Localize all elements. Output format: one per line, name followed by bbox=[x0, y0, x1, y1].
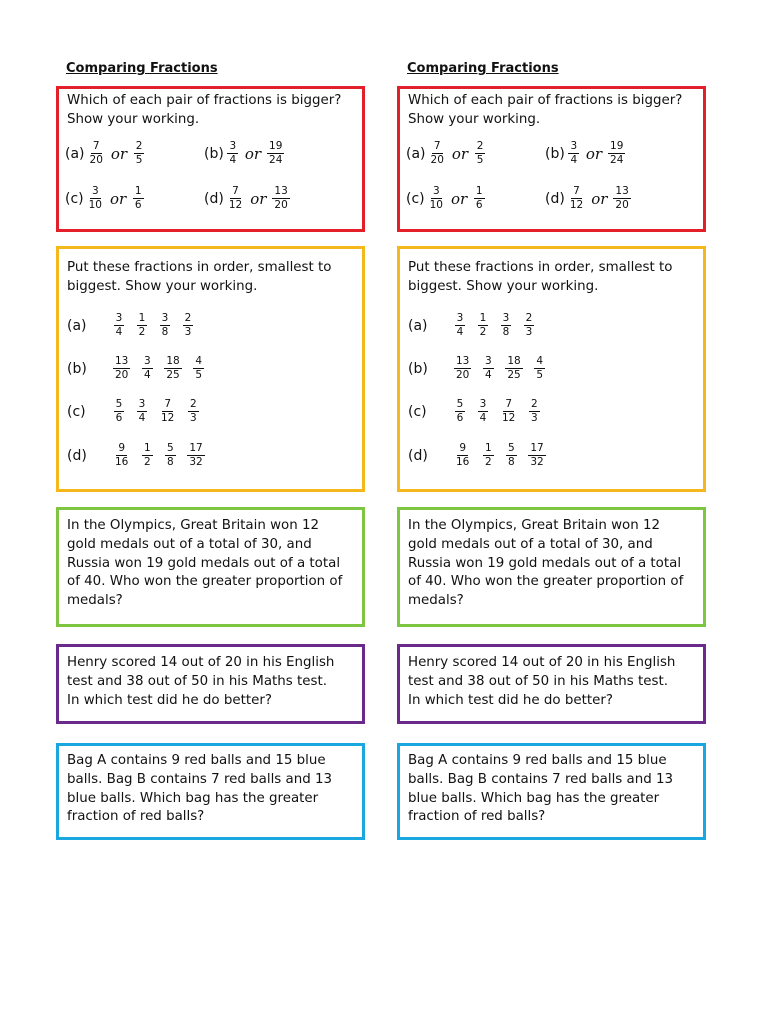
row-label: (a) bbox=[408, 317, 428, 334]
fraction-pair bbox=[65, 141, 145, 166]
text-line: test and 38 out of 50 in his Maths test. bbox=[67, 673, 327, 689]
denominator: 5 bbox=[536, 369, 544, 381]
fraction bbox=[454, 356, 471, 381]
denominator: 5 bbox=[135, 154, 143, 166]
fraction bbox=[227, 186, 244, 211]
fraction bbox=[136, 399, 148, 424]
column-heading: Comparing Fractions bbox=[66, 61, 218, 76]
fraction bbox=[429, 141, 446, 166]
numerator: 4 bbox=[195, 355, 203, 367]
fraction bbox=[474, 141, 486, 166]
or-word: or bbox=[110, 189, 127, 208]
or-word: or bbox=[250, 189, 267, 208]
denominator: 12 bbox=[161, 412, 175, 424]
fraction-pair bbox=[545, 141, 625, 166]
fraction-row bbox=[67, 356, 216, 381]
denominator: 25 bbox=[507, 369, 521, 381]
fraction-pair bbox=[545, 186, 631, 211]
pair-label: (b) bbox=[545, 145, 565, 162]
question-text bbox=[67, 517, 358, 611]
text-line: In the Olympics, Great Britain won 12 bbox=[408, 518, 661, 533]
text-line: blue balls. Which bag has the greater bbox=[408, 790, 660, 806]
denominator: 4 bbox=[485, 369, 492, 381]
fraction bbox=[500, 399, 517, 424]
question-text bbox=[408, 517, 699, 611]
numerator: 5 bbox=[508, 442, 515, 454]
row-label: (c) bbox=[408, 403, 427, 420]
fraction bbox=[136, 313, 148, 338]
numerator: 19 bbox=[269, 140, 283, 152]
text-line: Bag A contains 9 red balls and 15 blue bbox=[67, 753, 326, 768]
or-word: or bbox=[244, 144, 262, 163]
denominator: 8 bbox=[161, 326, 169, 338]
denominator: 6 bbox=[475, 199, 483, 211]
numerator: 2 bbox=[531, 398, 538, 410]
numerator: 13 bbox=[456, 355, 470, 367]
question-text bbox=[408, 259, 699, 297]
test-scores-question-card bbox=[56, 644, 365, 724]
text-line: biggest. Show your working. bbox=[408, 278, 599, 294]
text-line: Show your working. bbox=[67, 111, 200, 127]
denominator: 2 bbox=[485, 456, 492, 468]
numerator: 13 bbox=[615, 185, 629, 197]
numerator: 7 bbox=[433, 140, 441, 152]
fraction bbox=[267, 141, 284, 166]
row-label: (c) bbox=[67, 403, 86, 420]
fraction bbox=[272, 186, 289, 211]
denominator: 4 bbox=[456, 326, 464, 338]
numerator: 3 bbox=[115, 312, 123, 324]
order-fractions-card bbox=[56, 246, 365, 492]
denominator: 5 bbox=[476, 154, 484, 166]
text-line: gold medals out of a total of 30, and bbox=[67, 536, 312, 552]
numerator: 2 bbox=[135, 140, 143, 152]
numerator: 9 bbox=[118, 442, 126, 454]
fraction bbox=[141, 356, 153, 381]
fraction-pair bbox=[65, 186, 144, 211]
fraction-row bbox=[408, 313, 546, 338]
numerator: 3 bbox=[570, 140, 578, 152]
fraction bbox=[568, 141, 580, 166]
or-word: or bbox=[451, 144, 469, 163]
fraction bbox=[500, 313, 512, 338]
text-line: fraction of red balls? bbox=[67, 809, 205, 825]
fraction bbox=[428, 186, 445, 211]
or-word: or bbox=[585, 144, 603, 163]
question-text bbox=[408, 654, 699, 710]
numerator: 3 bbox=[161, 312, 169, 324]
fraction-pair bbox=[406, 186, 485, 211]
numerator: 3 bbox=[229, 140, 237, 152]
numerator: 5 bbox=[456, 398, 464, 410]
bags-question-card bbox=[56, 743, 365, 840]
fraction bbox=[159, 313, 171, 338]
denominator: 32 bbox=[189, 456, 203, 468]
numerator: 3 bbox=[432, 185, 440, 197]
numerator: 3 bbox=[138, 398, 146, 410]
fraction bbox=[454, 313, 466, 338]
text-line: Which of each pair of fractions is bigger? bbox=[67, 93, 342, 108]
text-line: blue balls. Which bag has the greater bbox=[67, 790, 319, 806]
text-line: Russia won 19 gold medals out of a total bbox=[67, 555, 341, 571]
olympics-question-card bbox=[56, 507, 365, 627]
text-line: Put these fractions in order, smallest to bbox=[408, 260, 673, 275]
denominator: 2 bbox=[138, 326, 146, 338]
pair-label: (b) bbox=[204, 145, 224, 162]
denominator: 12 bbox=[569, 199, 584, 211]
numerator: 5 bbox=[167, 442, 174, 454]
denominator: 8 bbox=[508, 456, 515, 468]
numerator: 18 bbox=[507, 355, 521, 367]
bags-question-card bbox=[397, 743, 706, 840]
compare-pairs-card bbox=[56, 86, 365, 232]
denominator: 10 bbox=[429, 199, 443, 211]
question-text bbox=[408, 92, 699, 130]
pair-label: (d) bbox=[545, 190, 565, 207]
row-label: (b) bbox=[408, 360, 428, 377]
fraction bbox=[482, 443, 494, 468]
text-line: Bag A contains 9 red balls and 15 blue bbox=[408, 753, 667, 768]
question-text bbox=[67, 654, 358, 710]
fraction bbox=[88, 141, 105, 166]
numerator: 9 bbox=[459, 442, 467, 454]
fraction bbox=[113, 356, 130, 381]
numerator: 13 bbox=[115, 355, 129, 367]
denominator: 2 bbox=[144, 456, 151, 468]
fraction-row bbox=[408, 443, 557, 468]
denominator: 20 bbox=[456, 369, 470, 381]
numerator: 3 bbox=[91, 185, 99, 197]
fraction bbox=[454, 443, 471, 468]
fraction bbox=[528, 399, 540, 424]
numerator: 3 bbox=[479, 398, 487, 410]
fraction-row bbox=[67, 443, 216, 468]
text-line: medals? bbox=[67, 593, 123, 609]
denominator: 20 bbox=[615, 199, 629, 211]
text-line: balls. Bag B contains 7 red balls and 13 bbox=[67, 771, 333, 787]
denominator: 16 bbox=[456, 456, 470, 468]
fraction bbox=[87, 186, 104, 211]
numerator: 2 bbox=[525, 312, 533, 324]
compare-pairs-card bbox=[397, 86, 706, 232]
text-line: medals? bbox=[408, 593, 464, 609]
numerator: 3 bbox=[502, 312, 510, 324]
numerator: 7 bbox=[505, 398, 513, 410]
denominator: 4 bbox=[479, 412, 487, 424]
pair-label: (c) bbox=[406, 190, 425, 207]
fraction bbox=[482, 356, 494, 381]
denominator: 10 bbox=[88, 199, 102, 211]
numerator: 4 bbox=[536, 355, 544, 367]
pair-label: (a) bbox=[65, 145, 85, 162]
pair-label: (c) bbox=[65, 190, 84, 207]
denominator: 3 bbox=[525, 326, 533, 338]
denominator: 6 bbox=[115, 412, 123, 424]
numerator: 7 bbox=[164, 398, 172, 410]
denominator: 3 bbox=[184, 326, 192, 338]
denominator: 12 bbox=[502, 412, 516, 424]
numerator: 1 bbox=[134, 185, 142, 197]
numerator: 1 bbox=[138, 312, 146, 324]
fraction bbox=[505, 356, 522, 381]
denominator: 20 bbox=[274, 199, 288, 211]
fraction-row bbox=[67, 313, 205, 338]
text-line: Put these fractions in order, smallest to bbox=[67, 260, 332, 275]
fraction-pair bbox=[204, 141, 284, 166]
fraction bbox=[187, 399, 199, 424]
text-line: biggest. Show your working. bbox=[67, 278, 258, 294]
test-scores-question-card bbox=[397, 644, 706, 724]
numerator: 2 bbox=[184, 312, 192, 324]
numerator: 7 bbox=[232, 185, 239, 197]
fraction bbox=[505, 443, 517, 468]
denominator: 5 bbox=[195, 369, 203, 381]
fraction bbox=[113, 399, 125, 424]
fraction-row bbox=[408, 399, 551, 424]
row-label: (d) bbox=[67, 447, 87, 464]
fraction bbox=[534, 356, 546, 381]
text-line: balls. Bag B contains 7 red balls and 13 bbox=[408, 771, 674, 787]
numerator: 13 bbox=[274, 185, 288, 197]
question-text bbox=[408, 752, 699, 827]
fraction bbox=[164, 356, 181, 381]
denominator: 20 bbox=[115, 369, 129, 381]
denominator: 4 bbox=[570, 154, 578, 166]
text-line: Which of each pair of fractions is bigger? bbox=[408, 93, 683, 108]
text-line: gold medals out of a total of 30, and bbox=[408, 536, 653, 552]
row-label: (d) bbox=[408, 447, 428, 464]
fraction bbox=[193, 356, 205, 381]
text-line: Russia won 19 gold medals out of a total bbox=[408, 555, 682, 571]
or-word: or bbox=[591, 189, 608, 208]
denominator: 3 bbox=[531, 412, 538, 424]
denominator: 4 bbox=[115, 326, 123, 338]
row-label: (a) bbox=[67, 317, 87, 334]
worksheet-column bbox=[397, 0, 707, 1024]
numerator: 7 bbox=[92, 140, 100, 152]
denominator: 3 bbox=[190, 412, 197, 424]
text-line: Henry scored 14 out of 20 in his English bbox=[408, 655, 676, 670]
column-heading: Comparing Fractions bbox=[407, 61, 559, 76]
denominator: 16 bbox=[115, 456, 129, 468]
numerator: 1 bbox=[144, 442, 151, 454]
fraction bbox=[523, 313, 535, 338]
denominator: 6 bbox=[134, 199, 142, 211]
fraction bbox=[473, 186, 485, 211]
text-line: of 40. Who won the greater proportion of bbox=[408, 574, 684, 590]
fraction bbox=[613, 186, 630, 211]
fraction bbox=[568, 186, 585, 211]
text-line: In which test did he do better? bbox=[408, 692, 613, 708]
fraction bbox=[132, 186, 144, 211]
numerator: 2 bbox=[476, 140, 484, 152]
numerator: 17 bbox=[530, 442, 544, 454]
denominator: 20 bbox=[430, 154, 444, 166]
fraction bbox=[182, 313, 194, 338]
or-word: or bbox=[451, 189, 468, 208]
fraction bbox=[164, 443, 176, 468]
fraction bbox=[528, 443, 545, 468]
denominator: 4 bbox=[138, 412, 146, 424]
worksheet-column bbox=[56, 0, 366, 1024]
denominator: 20 bbox=[89, 154, 103, 166]
fraction bbox=[133, 141, 145, 166]
fraction bbox=[113, 313, 125, 338]
text-line: In which test did he do better? bbox=[67, 692, 272, 708]
text-line: Henry scored 14 out of 20 in his English bbox=[67, 655, 335, 670]
denominator: 8 bbox=[167, 456, 174, 468]
denominator: 8 bbox=[502, 326, 510, 338]
denominator: 24 bbox=[610, 154, 624, 166]
fraction bbox=[113, 443, 130, 468]
text-line: test and 38 out of 50 in his Maths test. bbox=[408, 673, 668, 689]
denominator: 24 bbox=[269, 154, 283, 166]
text-line: Show your working. bbox=[408, 111, 541, 127]
fraction bbox=[187, 443, 204, 468]
text-line: fraction of red balls? bbox=[408, 809, 546, 825]
question-text bbox=[67, 259, 358, 297]
order-fractions-card bbox=[397, 246, 706, 492]
numerator: 3 bbox=[456, 312, 464, 324]
fraction bbox=[454, 399, 466, 424]
denominator: 2 bbox=[479, 326, 487, 338]
numerator: 19 bbox=[610, 140, 624, 152]
fraction-row bbox=[408, 356, 557, 381]
question-text bbox=[67, 752, 358, 827]
denominator: 25 bbox=[166, 369, 180, 381]
fraction bbox=[608, 141, 625, 166]
numerator: 18 bbox=[166, 355, 180, 367]
row-label: (b) bbox=[67, 360, 87, 377]
denominator: 6 bbox=[456, 412, 464, 424]
fraction bbox=[477, 313, 489, 338]
numerator: 7 bbox=[573, 185, 580, 197]
text-line: In the Olympics, Great Britain won 12 bbox=[67, 518, 320, 533]
denominator: 4 bbox=[144, 369, 151, 381]
fraction-pair bbox=[204, 186, 290, 211]
numerator: 1 bbox=[479, 312, 487, 324]
numerator: 5 bbox=[115, 398, 123, 410]
numerator: 1 bbox=[485, 442, 492, 454]
denominator: 12 bbox=[228, 199, 243, 211]
pair-label: (a) bbox=[406, 145, 426, 162]
denominator: 32 bbox=[530, 456, 544, 468]
fraction bbox=[227, 141, 239, 166]
numerator: 1 bbox=[475, 185, 483, 197]
fraction-pair bbox=[406, 141, 486, 166]
numerator: 2 bbox=[190, 398, 197, 410]
numerator: 3 bbox=[485, 355, 492, 367]
fraction bbox=[159, 399, 176, 424]
text-line: of 40. Who won the greater proportion of bbox=[67, 574, 343, 590]
or-word: or bbox=[110, 144, 128, 163]
fraction bbox=[477, 399, 489, 424]
denominator: 4 bbox=[229, 154, 237, 166]
olympics-question-card bbox=[397, 507, 706, 627]
pair-label: (d) bbox=[204, 190, 224, 207]
numerator: 17 bbox=[189, 442, 203, 454]
numerator: 3 bbox=[144, 355, 151, 367]
fraction-row bbox=[67, 399, 210, 424]
question-text bbox=[67, 92, 358, 130]
fraction bbox=[141, 443, 153, 468]
